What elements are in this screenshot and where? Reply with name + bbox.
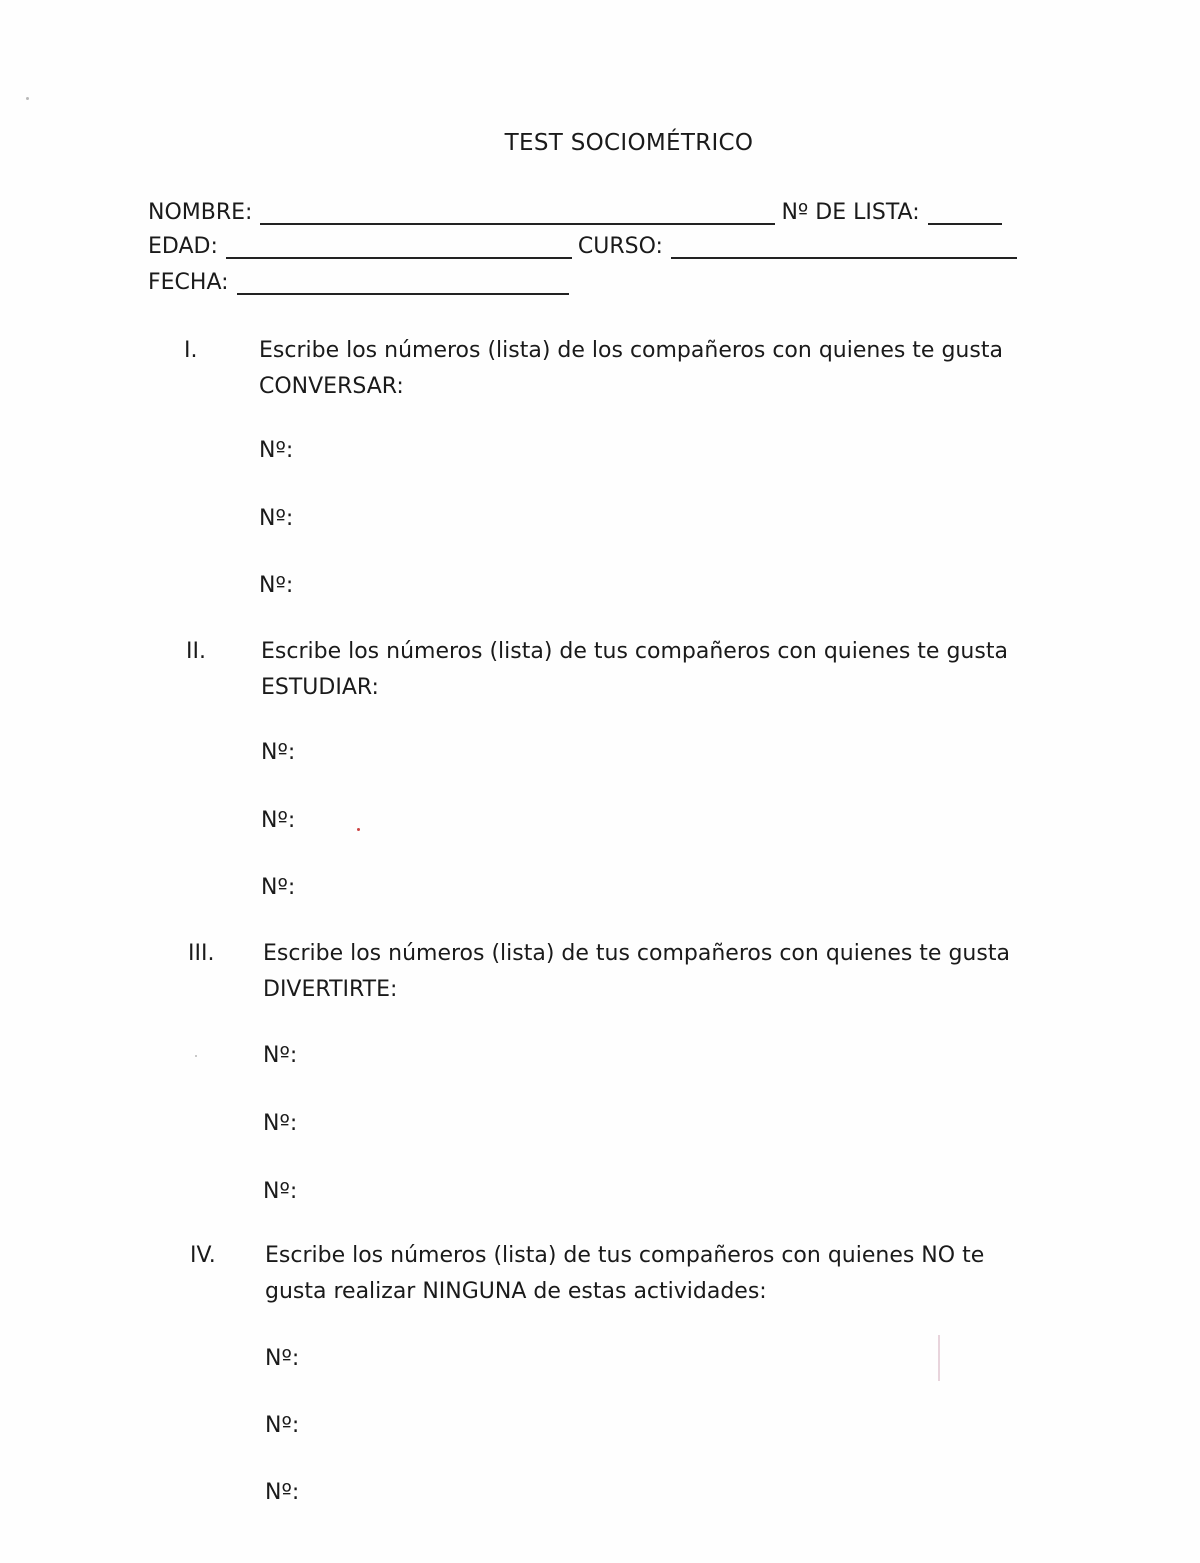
- answer-slot[interactable]: Nº:: [259, 438, 294, 463]
- section-prompt-line2: ESTUDIAR:: [261, 675, 379, 700]
- section-prompt: [261, 634, 1041, 706]
- section-prompt-line1: Escribe los números (lista) de los compañeros con quienes te gusta: [259, 338, 1003, 363]
- fecha-label: FECHA:: [148, 270, 229, 295]
- answer-slot[interactable]: Nº:: [265, 1480, 300, 1505]
- section-prompt-line1: Escribe los números (lista) de tus compañeros con quienes te gusta: [261, 639, 1008, 664]
- section-numeral: II.: [186, 639, 206, 664]
- section-1: [184, 333, 1084, 613]
- section-4: [190, 1238, 1090, 1518]
- edad-label: EDAD:: [148, 234, 218, 259]
- edad-row: [148, 234, 1023, 259]
- nombre-row: [148, 200, 1008, 225]
- answer-slot[interactable]: Nº:: [259, 573, 294, 598]
- section-prompt-line2: CONVERSAR:: [259, 374, 404, 399]
- fecha-row: [148, 270, 575, 295]
- numero-lista-label: Nº DE LISTA:: [781, 200, 920, 225]
- answer-slot[interactable]: Nº:: [263, 1043, 298, 1068]
- answer-slot[interactable]: Nº:: [259, 506, 294, 531]
- answer-slot[interactable]: Nº:: [265, 1413, 300, 1438]
- section-prompt: [265, 1238, 1045, 1310]
- nombre-label: NOMBRE:: [148, 200, 253, 225]
- fecha-field[interactable]: [237, 273, 569, 295]
- section-prompt-line2: DIVERTIRTE:: [263, 977, 398, 1002]
- section-numeral: IV.: [190, 1243, 216, 1268]
- section-prompt: [263, 936, 1043, 1008]
- edad-field[interactable]: [226, 237, 572, 259]
- answer-slot[interactable]: Nº:: [263, 1111, 298, 1136]
- answer-slot[interactable]: Nº:: [261, 875, 296, 900]
- section-2: [186, 634, 1086, 914]
- section-numeral: I.: [184, 338, 198, 363]
- scan-speck: [26, 97, 29, 100]
- curso-field[interactable]: [671, 237, 1017, 259]
- nombre-field[interactable]: [260, 203, 775, 225]
- section-3: [188, 936, 1088, 1216]
- section-prompt-line1: Escribe los números (lista) de tus compañeros con quienes NO te: [265, 1243, 985, 1268]
- section-prompt: [259, 333, 1039, 405]
- answer-slot[interactable]: Nº:: [265, 1346, 300, 1371]
- answer-slot[interactable]: Nº:: [263, 1179, 298, 1204]
- section-prompt-line2: gusta realizar NINGUNA de estas actividades:: [265, 1279, 767, 1304]
- answer-slot[interactable]: Nº:: [261, 740, 296, 765]
- page-title: TEST SOCIOMÉTRICO: [504, 130, 754, 156]
- section-prompt-line1: Escribe los números (lista) de tus compañeros con quienes te gusta: [263, 941, 1010, 966]
- numero-lista-field[interactable]: [928, 203, 1002, 225]
- section-numeral: III.: [188, 941, 215, 966]
- curso-label: CURSO:: [577, 234, 663, 259]
- answer-slot[interactable]: Nº:: [261, 808, 296, 833]
